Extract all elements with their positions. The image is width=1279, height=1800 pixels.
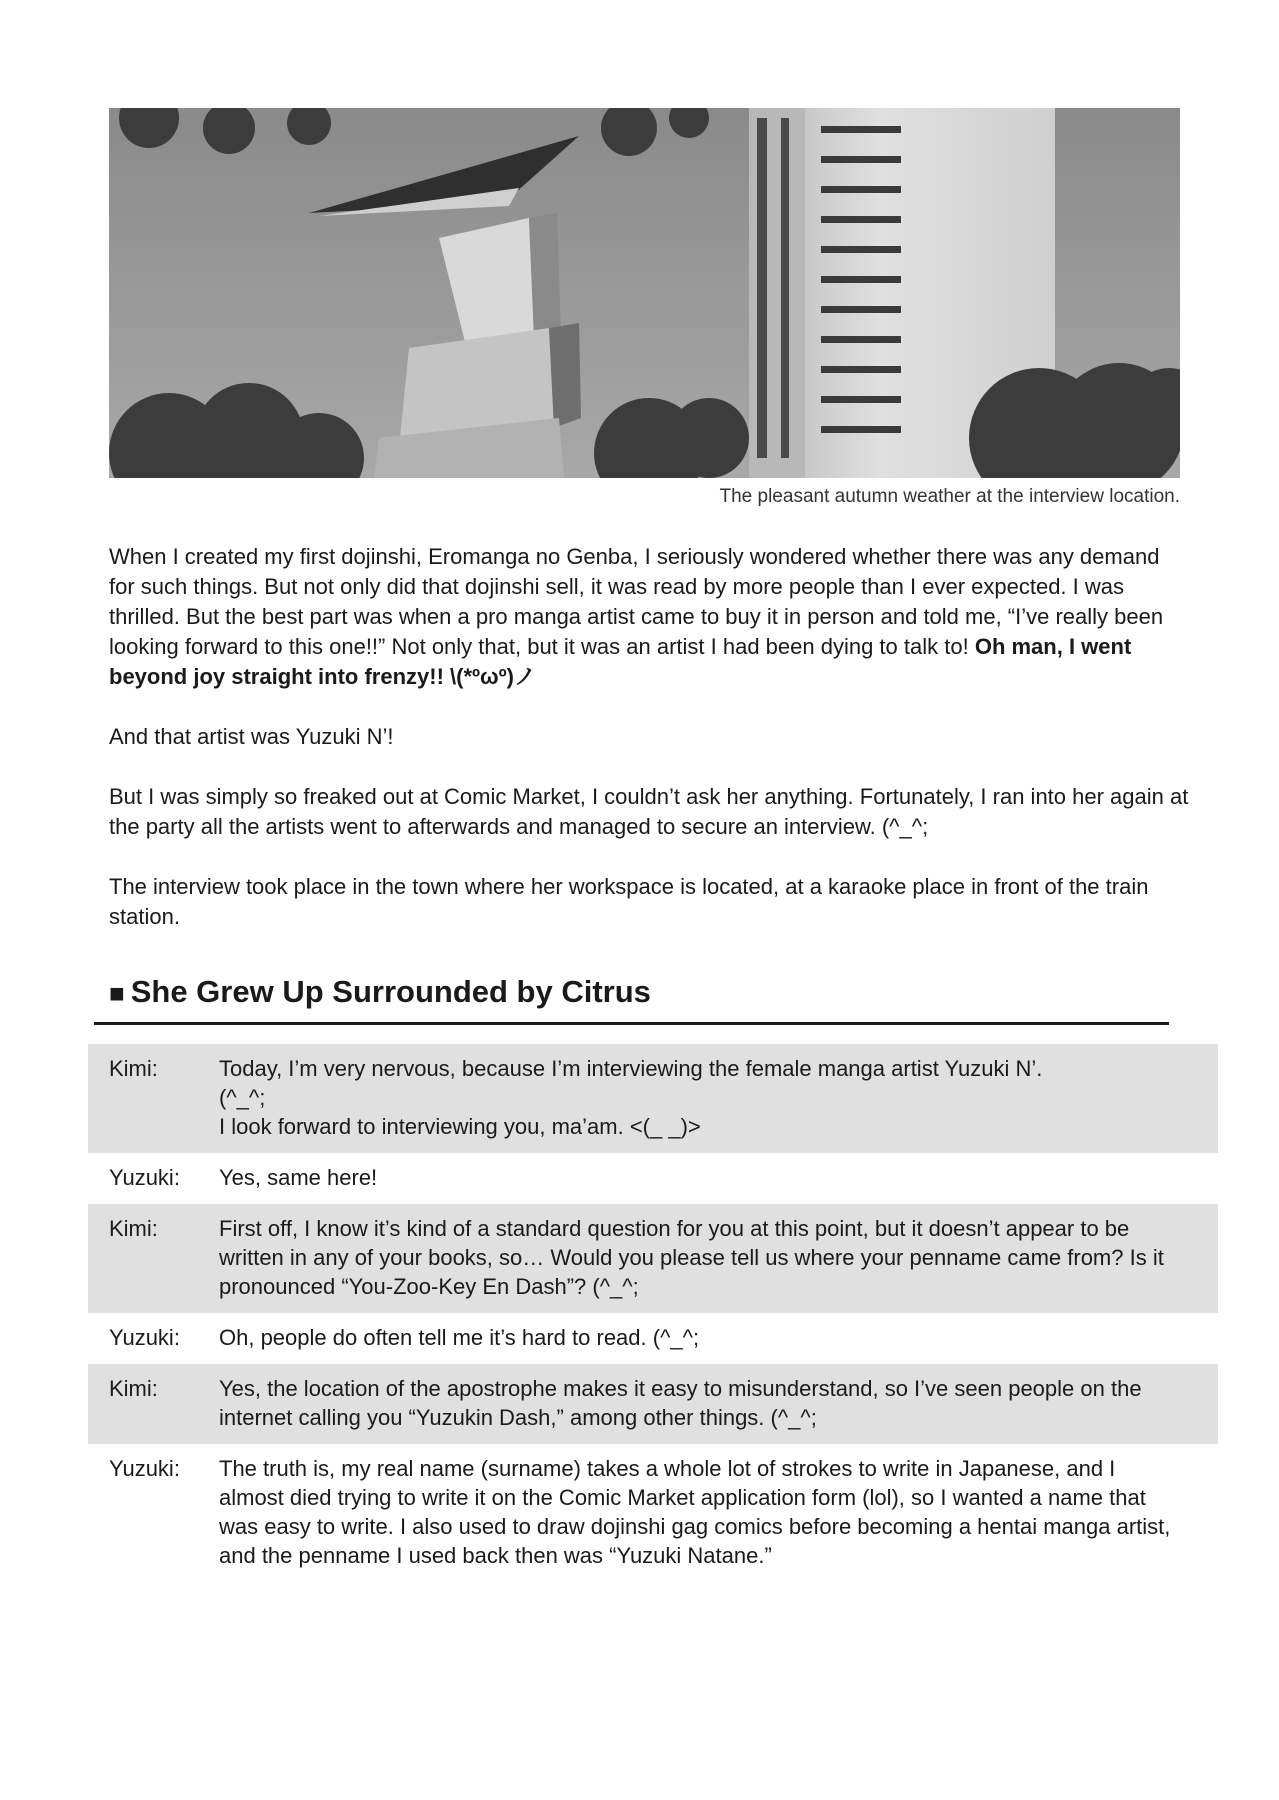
intro-paragraph-2: And that artist was Yuzuki N’! xyxy=(109,724,394,749)
section-title-text: She Grew Up Surrounded by Citrus xyxy=(130,974,651,1009)
section-heading xyxy=(109,972,1169,1013)
speech-line: The truth is, my real name (surname) takes a whole lot of strokes to write in Japanese, and I almost died trying to write it on the Comic Market application form (lol), so I wanted a name that was easy to write. I also used to draw dojinshi gag comics before becoming a hentai manga artist, and the penname I used back then was “Yuzuki Natane.” xyxy=(219,1456,1171,1568)
speech-line: Yes, same here! xyxy=(219,1165,378,1190)
speech-line: Today, I’m very nervous, because I’m interviewing the female manga artist Yuzuki N’. xyxy=(219,1056,1043,1081)
intro-paragraph-4: The interview took place in the town where her workspace is located, at a karaoke place in front of the train station. xyxy=(109,874,1149,929)
section-marker-icon: ■ xyxy=(109,978,125,1008)
dialogue-row xyxy=(88,1364,1218,1444)
dialogue-row xyxy=(88,1444,1218,1582)
speech-line: Yes, the location of the apostrophe makes it easy to misunderstand, so I’ve seen people on the internet calling you “Yuzukin Dash,” among other things. (^_^; xyxy=(219,1376,1142,1430)
speaker-label: Kimi: xyxy=(109,1056,158,1081)
speaker-label: Yuzuki: xyxy=(109,1165,180,1190)
dialogue-row xyxy=(88,1204,1218,1313)
speaker-label: Yuzuki: xyxy=(109,1325,180,1350)
section-divider xyxy=(94,1022,1169,1025)
speech-text xyxy=(219,1214,1179,1301)
speech-line: (^_^; xyxy=(219,1085,266,1110)
location-photo xyxy=(109,108,1180,478)
intro-paragraph-3: But I was simply so freaked out at Comic Market, I couldn’t ask her anything. Fortunately, I ran into her again at the party all the artists went to afterwards and managed to secure an interview. (^_^; xyxy=(109,784,1189,839)
dialogue-row xyxy=(88,1153,1218,1204)
speech-line: First off, I know it’s kind of a standard question for you at this point, but it doesn’t appear to be written in any of your books, so… Would you please tell us where your penname came from? Is it pronounced “You-Zoo-Key En Dash”? (^_^; xyxy=(219,1216,1164,1299)
photo-caption: The pleasant autumn weather at the interview location. xyxy=(719,486,1180,507)
sculpture-and-building-image xyxy=(109,108,1180,478)
speaker-label: Kimi: xyxy=(109,1376,158,1401)
speech-text xyxy=(219,1323,1179,1352)
speech-text xyxy=(219,1454,1179,1570)
interview-dialogue xyxy=(88,1044,1218,1582)
speech-line: Oh, people do often tell me it’s hard to read. (^_^; xyxy=(219,1325,700,1350)
speech-text xyxy=(219,1054,1179,1141)
intro-text xyxy=(109,542,1189,962)
intro-paragraph-1-bold: Oh man, I went beyond joy straight into frenzy!! \(*ºωº)ノ xyxy=(109,634,1132,689)
speaker-label: Kimi: xyxy=(109,1216,158,1241)
speaker-label: Yuzuki: xyxy=(109,1456,180,1481)
intro-paragraph-1-text: When I created my first dojinshi, Eromanga no Genba, I seriously wondered whether there was any demand for such things. But not only did that dojinshi sell, it was read by more people than I ever expected. I was thrilled. But the best part was when a pro manga artist came to buy it in person and told me, “I’ve really been looking forward to this one!!” Not only that, but it was an artist I had been dying to talk to! xyxy=(109,544,1164,659)
dialogue-row xyxy=(88,1044,1218,1153)
speech-text xyxy=(219,1163,1179,1192)
intro-paragraph-1 xyxy=(109,542,1189,692)
dialogue-row xyxy=(88,1313,1218,1364)
speech-text xyxy=(219,1374,1179,1432)
speech-line: I look forward to interviewing you, ma’am. <(_ _)> xyxy=(219,1114,701,1139)
